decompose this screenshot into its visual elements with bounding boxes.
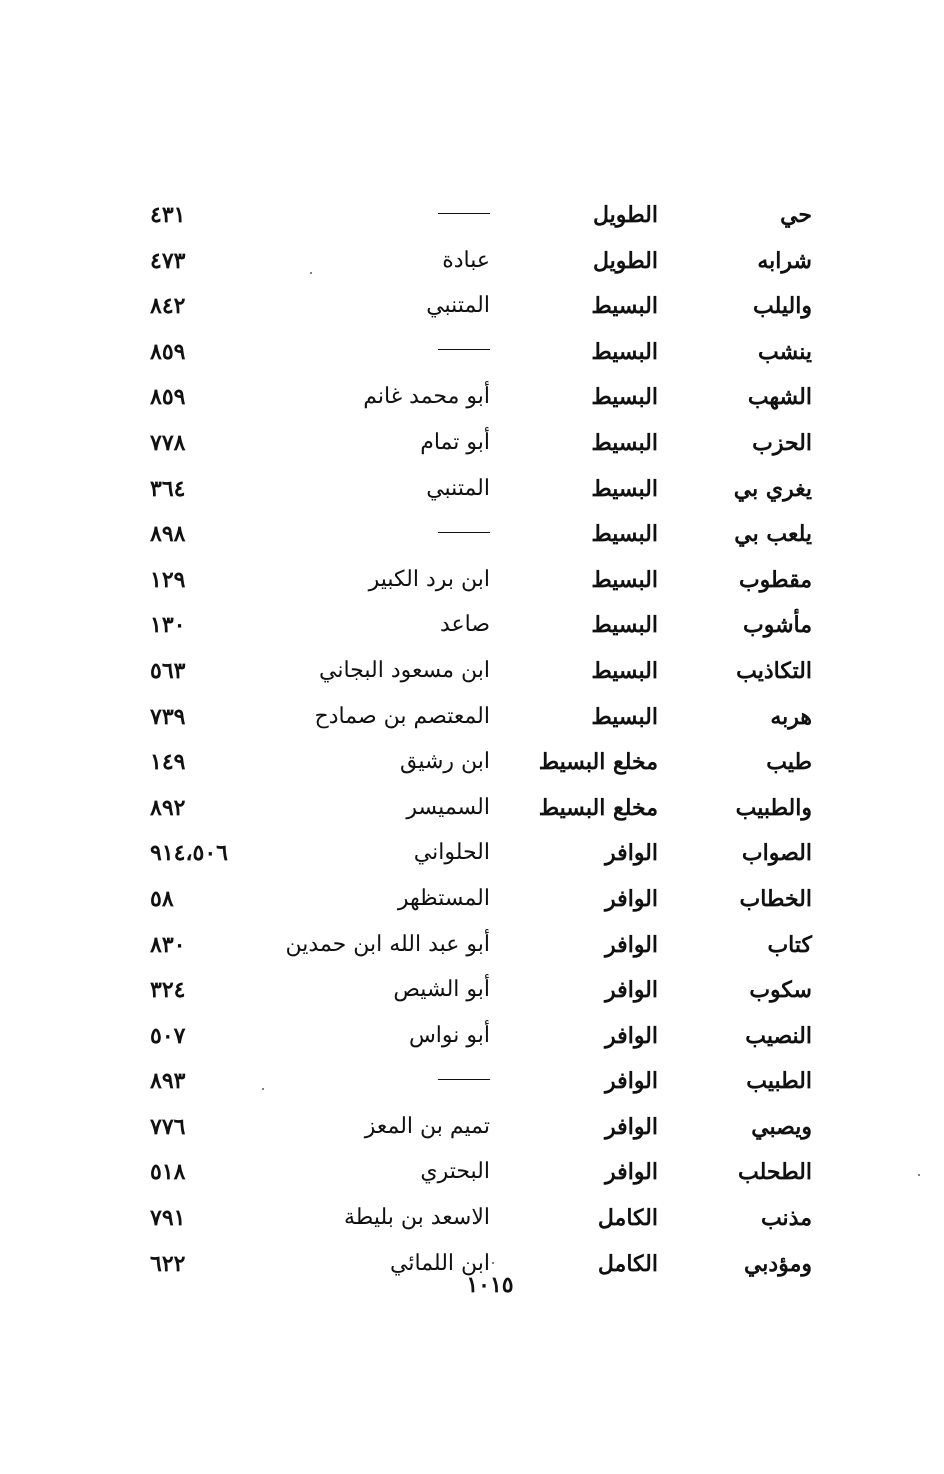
rhyme-word: الطحلب: [738, 1159, 812, 1186]
poetic-meter: البسيط: [591, 384, 658, 411]
poet-name: أبو تمام: [420, 429, 490, 455]
page-reference: ٨٤٢: [150, 293, 186, 320]
poet-name: المتنبي: [426, 293, 490, 319]
rhyme-word: التكاذيب: [736, 657, 812, 684]
poet-name: المتنبي: [426, 475, 490, 501]
index-row: [150, 834, 820, 880]
index-row: [150, 287, 820, 333]
page-reference: ٥٦٣: [150, 657, 186, 684]
page-reference: ٨٥٩: [150, 338, 186, 365]
rhyme-word: النصيب: [745, 1022, 812, 1049]
index-row: [150, 561, 820, 607]
poet-name: أبو نواس: [408, 1022, 490, 1048]
page-reference: ٩١٤،٥٠٦: [150, 840, 228, 867]
poet-name: الاسعد بن بليطة: [344, 1205, 490, 1231]
anonymous-dash: [438, 349, 490, 350]
poetic-meter: الوافر: [605, 1068, 658, 1095]
index-row: [150, 971, 820, 1017]
poetic-meter: الوافر: [605, 977, 658, 1004]
page-reference: ٥٨: [150, 885, 174, 912]
poet-name: صاعد: [439, 612, 490, 638]
page-reference: ٤٧٣: [150, 247, 186, 274]
poetic-meter: البسيط: [591, 657, 658, 684]
poetic-meter: الوافر: [605, 885, 658, 912]
page-reference: ٣٦٤: [150, 475, 186, 502]
poetic-meter: البسيط: [591, 429, 658, 456]
poetic-meter: البسيط: [591, 475, 658, 502]
page-reference: ٦٢٢: [150, 1250, 186, 1277]
rhyme-word: الحزب: [752, 429, 812, 456]
index-row: [150, 424, 820, 470]
rhyme-word: مقطوب: [738, 566, 812, 593]
index-row: [150, 1108, 820, 1154]
page-reference: ٥٠٧: [150, 1022, 186, 1049]
index-row: [150, 652, 820, 698]
rhyme-word: واليلب: [753, 293, 812, 320]
poetic-meter: مخلع البسيط: [538, 749, 658, 776]
anonymous-dash: [438, 1079, 490, 1080]
index-row: [150, 378, 820, 424]
poetic-meter: الطويل: [592, 247, 658, 274]
index-row: [150, 743, 820, 789]
page-reference: ٧٧٨: [150, 429, 186, 456]
index-row: [150, 606, 820, 652]
poet-name: عبادة: [442, 247, 490, 273]
index-row: [150, 515, 820, 561]
index-row: [150, 1062, 820, 1108]
rhyme-word: ينشب: [758, 338, 812, 365]
page-reference: ٧٩١: [150, 1205, 186, 1232]
rhyme-word: كتاب: [767, 931, 812, 958]
index-row: [150, 1153, 820, 1199]
page-reference: ٨٥٩: [150, 384, 186, 411]
page-reference: ٥١٨: [150, 1159, 186, 1186]
rhyme-word: الصواب: [741, 840, 812, 867]
poetic-meter: الوافر: [605, 840, 658, 867]
rhyme-word: الشهب: [747, 384, 812, 411]
poet-name: ابن برد الكبير: [368, 566, 490, 592]
page-reference: ١٣٠: [150, 612, 186, 639]
poet-name: ابن مسعود البجاني: [319, 657, 490, 683]
index-row: [150, 470, 820, 516]
print-speck: [918, 1174, 920, 1176]
rhyme-word: الخطاب: [739, 885, 812, 912]
page-reference: ١٢٩: [150, 566, 186, 593]
rhyme-word: سكوب: [749, 977, 812, 1004]
poet-name: تميم بن المعز: [364, 1113, 490, 1139]
index-row: [150, 880, 820, 926]
poetic-meter: الوافر: [605, 931, 658, 958]
poet-name: أبو الشيص: [393, 977, 490, 1003]
rhyme-word: ومؤدبي: [743, 1250, 812, 1277]
poetic-meter: الوافر: [605, 1113, 658, 1140]
page-reference: ٨٣٠: [150, 931, 186, 958]
poetic-meter: البسيط: [591, 703, 658, 730]
index-row: [150, 242, 820, 288]
page-reference: ٣٢٤: [150, 977, 186, 1004]
rhyme-word: ويصبي: [751, 1113, 812, 1140]
index-row: [150, 196, 820, 242]
rhyme-word: هربه: [770, 703, 812, 730]
index-row: [150, 1199, 820, 1245]
print-speck: [262, 1088, 264, 1090]
poet-name: أبو عبد الله ابن حمدين: [285, 931, 490, 957]
poet-name: السميسر: [406, 794, 490, 820]
page-reference: ٨٩٣: [150, 1068, 186, 1095]
page-reference: ٤٣١: [150, 202, 186, 228]
poet-name: البحتري: [420, 1159, 490, 1185]
poetic-meter: مخلع البسيط: [538, 794, 658, 821]
page-number: ١٠١٥: [466, 1272, 514, 1298]
poetic-meter: الوافر: [605, 1159, 658, 1186]
print-speck: [492, 1262, 494, 1264]
page-reference: ٧٧٦: [150, 1113, 186, 1140]
page-reference: ١٤٩: [150, 749, 186, 776]
rhyme-word: مذنب: [760, 1205, 812, 1232]
index-row: [150, 926, 820, 972]
poetic-meter: البسيط: [591, 293, 658, 320]
index-row: [150, 1017, 820, 1063]
rhyme-word: يلعب بي: [734, 521, 812, 548]
poetic-meter: الطويل: [592, 202, 658, 228]
rhyme-index-table: [150, 196, 820, 1290]
anonymous-dash: [438, 213, 490, 214]
poet-name: الحلواني: [413, 840, 490, 866]
print-speck: [310, 272, 312, 274]
rhyme-word: الطبيب: [746, 1068, 812, 1095]
rhyme-word: طيب: [766, 749, 812, 776]
page-reference: ٨٩٢: [150, 794, 186, 821]
poet-name: ابن اللمائي: [390, 1250, 490, 1276]
poetic-meter: البسيط: [591, 566, 658, 593]
rhyme-word: حي: [780, 202, 812, 228]
poetic-meter: الكامل: [597, 1205, 658, 1232]
index-row: [150, 789, 820, 835]
poetic-meter: البسيط: [591, 521, 658, 548]
rhyme-word: والطبيب: [735, 794, 812, 821]
page-reference: ٨٩٨: [150, 521, 186, 548]
poet-name: ابن رشيق: [399, 749, 490, 775]
poetic-meter: الوافر: [605, 1022, 658, 1049]
rhyme-word: شرابه: [757, 247, 812, 274]
poet-name: المعتصم بن صمادح: [314, 703, 490, 729]
page-reference: ٧٣٩: [150, 703, 186, 730]
poetic-meter: البسيط: [591, 338, 658, 365]
index-row: [150, 333, 820, 379]
poetic-meter: البسيط: [591, 612, 658, 639]
poet-name: أبو محمد غانم: [363, 384, 490, 410]
rhyme-word: يغري بي: [733, 475, 812, 502]
anonymous-dash: [438, 532, 490, 533]
poet-name: المستظهر: [397, 885, 490, 911]
index-row: [150, 698, 820, 744]
rhyme-word: مأشوب: [743, 612, 812, 639]
poetic-meter: الكامل: [597, 1250, 658, 1277]
